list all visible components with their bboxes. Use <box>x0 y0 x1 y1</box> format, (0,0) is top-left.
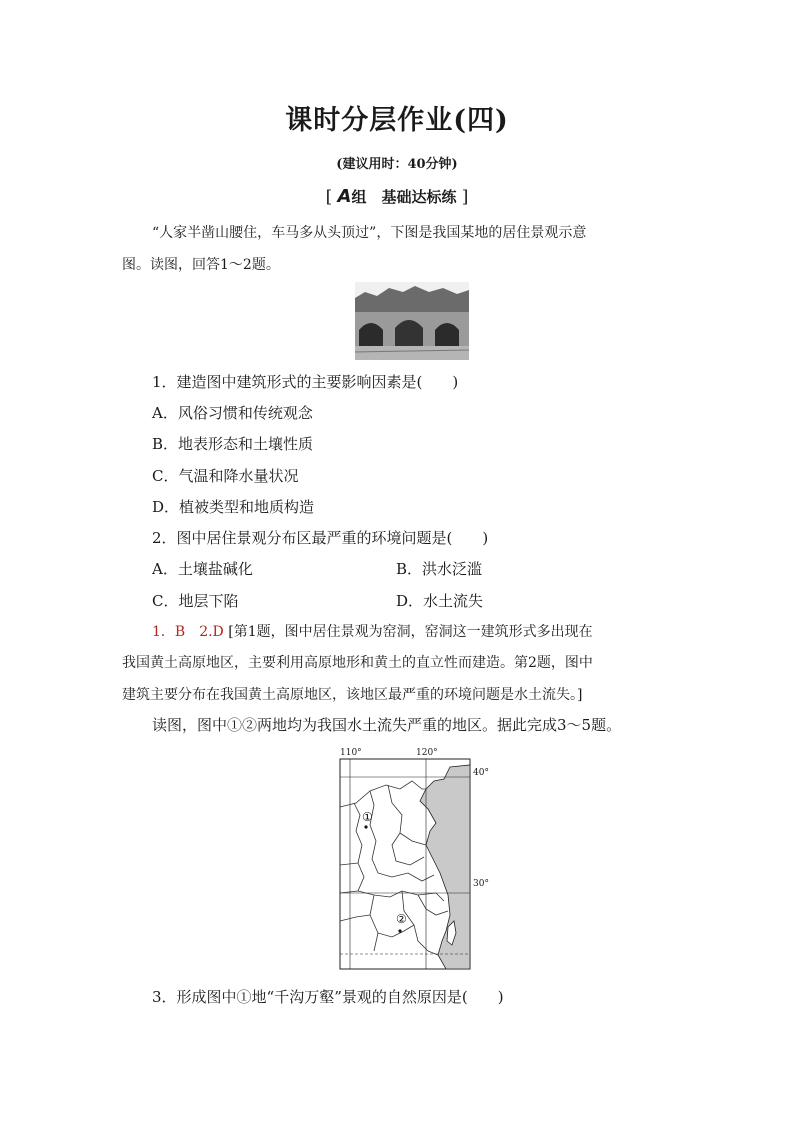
map-mark-2: ② <box>396 912 407 926</box>
q3-stem: 3．形成图中①地“千沟万壑”景观的自然原因是( ) <box>152 988 504 1006</box>
bracket-close: ] <box>461 187 469 207</box>
group-letter: A <box>337 186 352 207</box>
map-label-40: 40° <box>473 768 489 778</box>
group-label: 组 基础达标练 <box>351 188 457 206</box>
q1-option-d: D．植被类型和地质构造 <box>152 498 315 516</box>
map-label-110: 110° <box>340 748 362 758</box>
q1-option-c: C．气温和降水量状况 <box>152 467 299 485</box>
q2-option-b: B．洪水泛滥 <box>396 560 483 578</box>
q2-option-d: D．水土流失 <box>396 592 484 610</box>
page-title: 课时分层作业(四) <box>285 105 509 136</box>
map-label-30: 30° <box>473 879 489 889</box>
region-map <box>330 745 474 971</box>
q2-stem: 2．图中居住景观分布区最严重的环境问题是( ) <box>152 529 489 547</box>
intro-line-2: 图。读图，回答1～2题。 <box>122 257 280 273</box>
answer-line-1 <box>152 621 593 641</box>
intro-2: 读图，图中①②两地均为我国水土流失严重的地区。据此完成3～5题。 <box>152 716 622 734</box>
q1-option-b: B．地表形态和土壤性质 <box>152 435 314 453</box>
q2-option-c: C．地层下陷 <box>152 592 239 610</box>
intro-line-1: “人家半凿山腰住，车马多从头顶过”，下图是我国某地的居住景观示意 <box>152 225 587 241</box>
map-mark-1: ① <box>362 810 373 824</box>
bracket-open: [ <box>325 187 333 207</box>
group-heading <box>0 186 794 207</box>
map-label-120: 120° <box>416 748 438 758</box>
q1-stem: 1．建造图中建筑形式的主要影响因素是( ) <box>152 373 459 391</box>
answer-key: 1．B 2.D <box>152 624 224 640</box>
time-suggestion: (建议用时：40分钟) <box>336 157 458 172</box>
q1-option-a: A．风俗习惯和传统观念 <box>152 404 313 422</box>
q2-option-a: A．土壤盐碱化 <box>152 560 253 578</box>
answer-explanation-1: [第1题，图中居住景观为窑洞，窑洞这一建筑形式多出现在 <box>228 624 593 640</box>
cave-dwelling-photo <box>355 282 469 360</box>
answer-line-2: 我国黄土高原地区，主要利用高原地形和黄土的直立性而建造。第2题，图中 <box>122 655 593 671</box>
answer-line-3: 建筑主要分布在我国黄土高原地区，该地区最严重的环境问题是水土流失。] <box>122 687 583 703</box>
